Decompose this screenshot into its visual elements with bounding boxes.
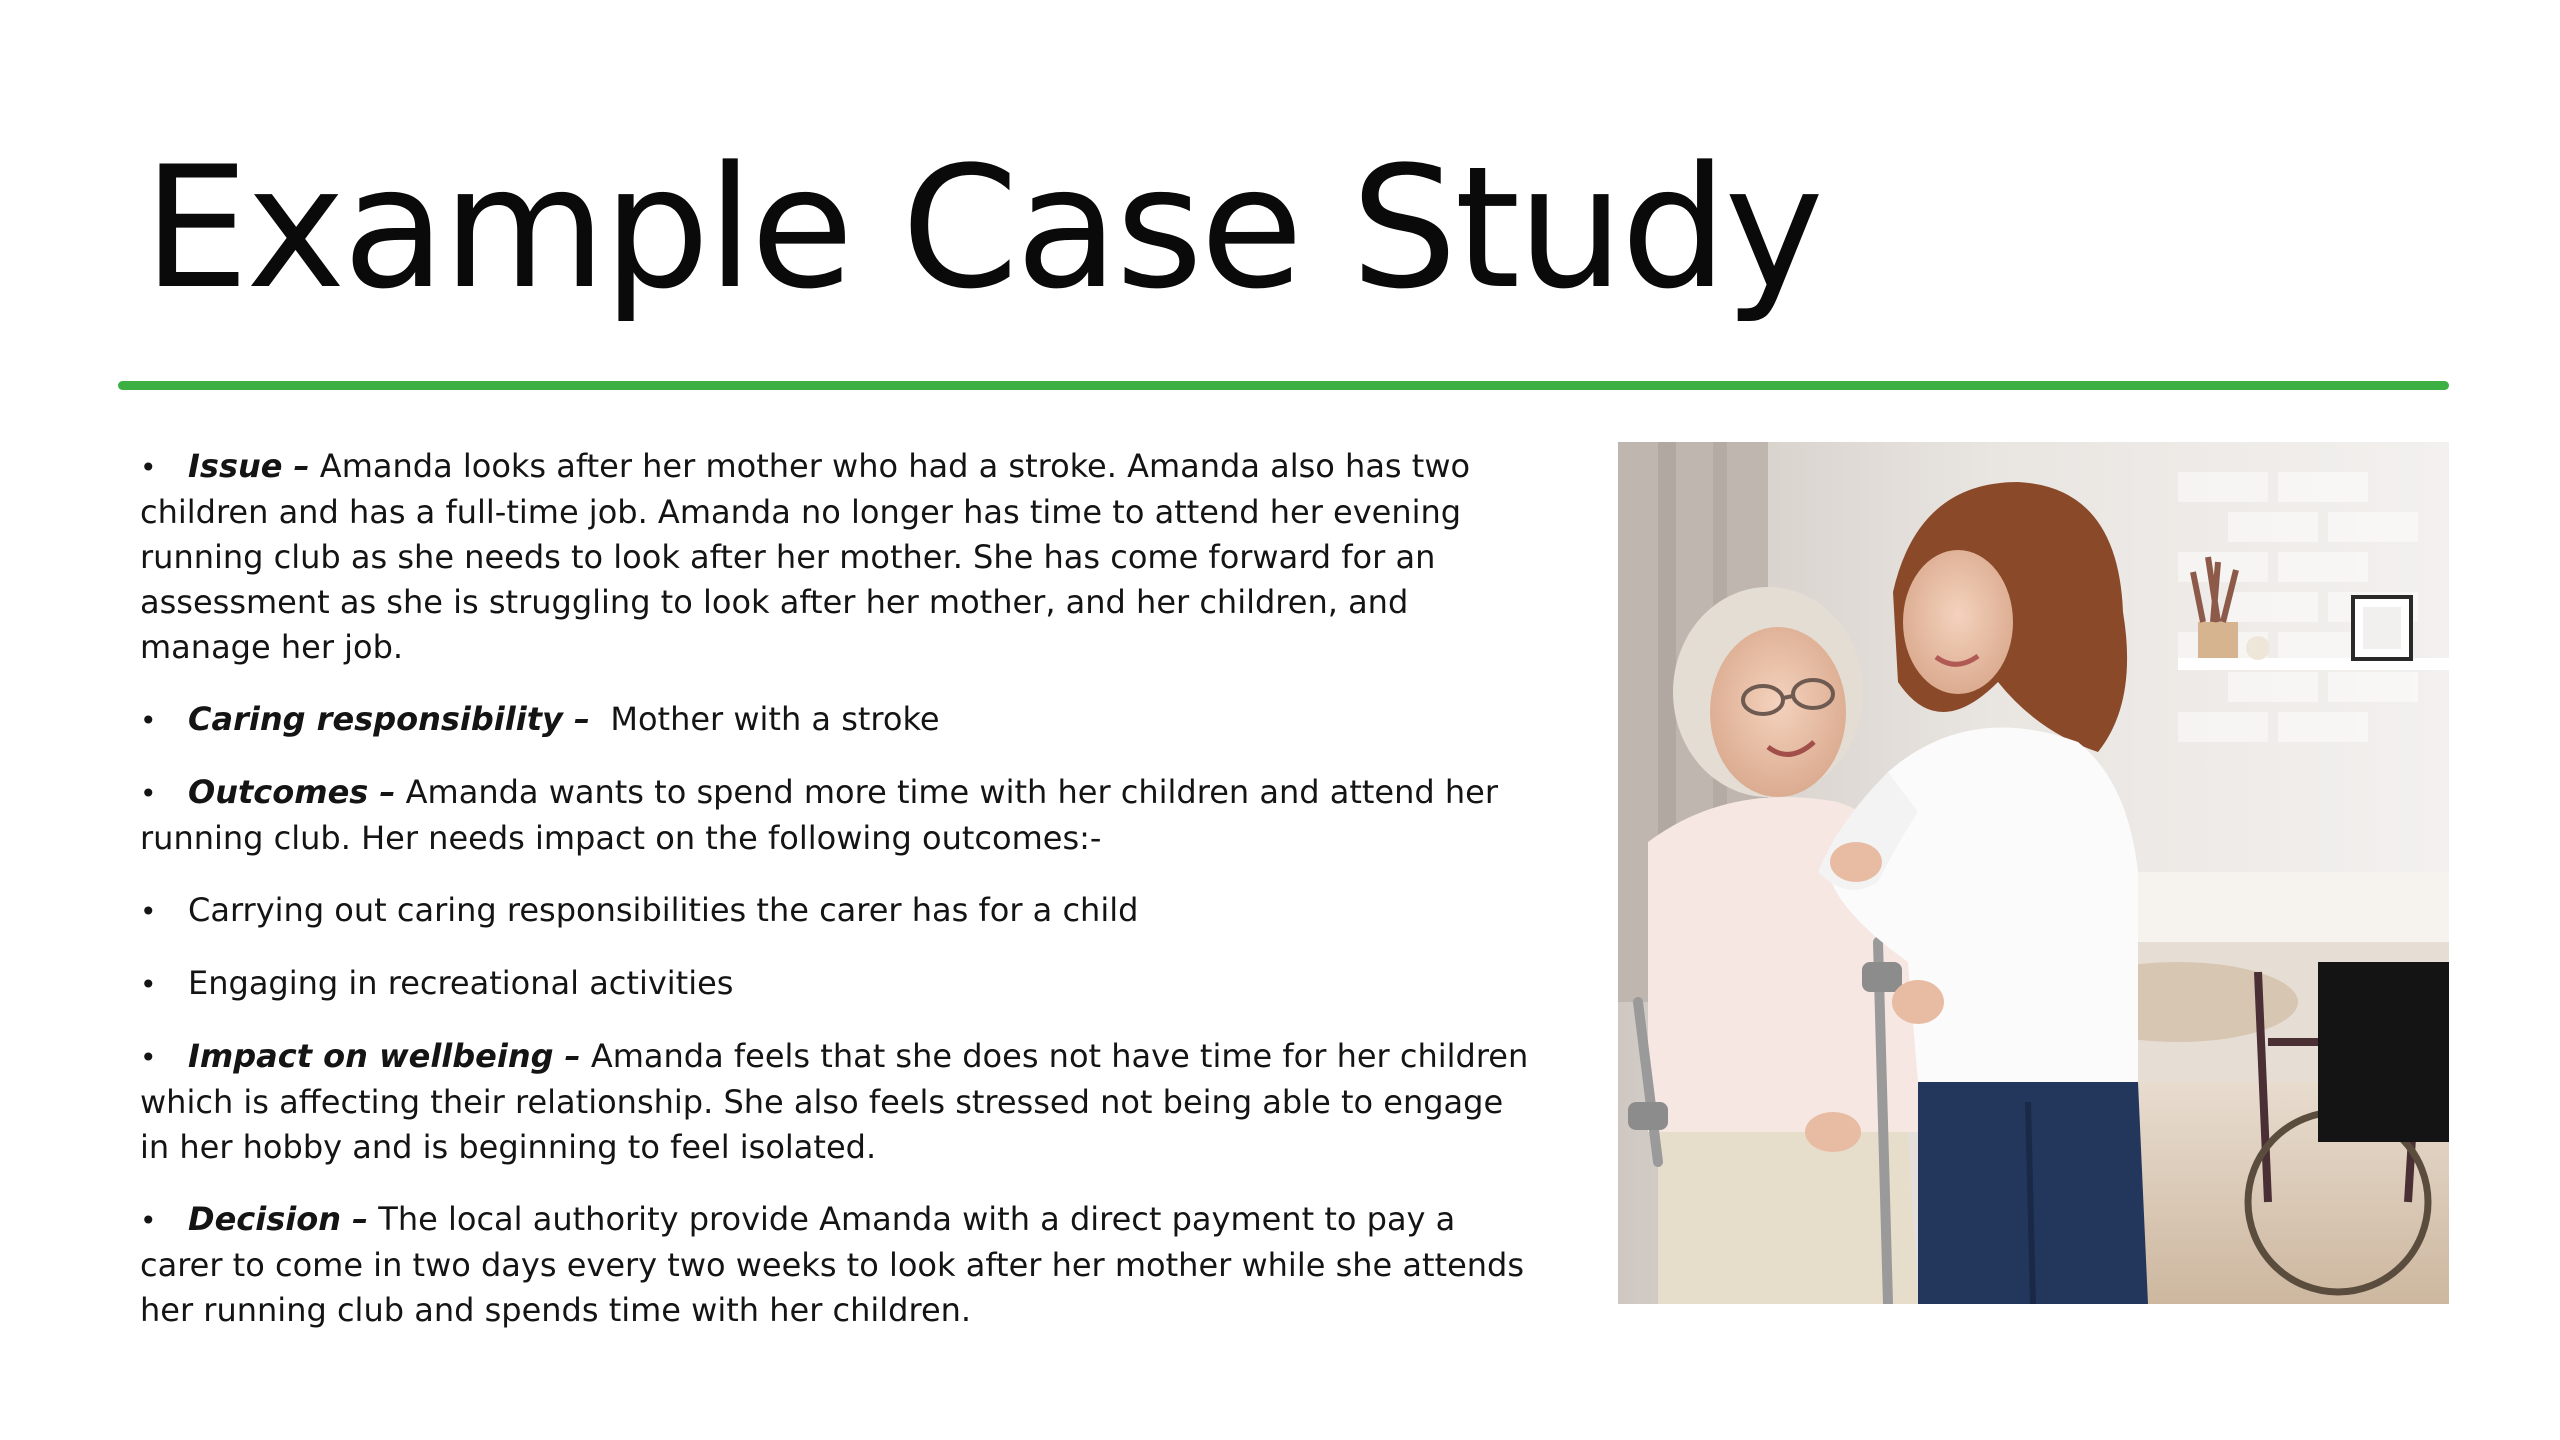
paragraph-lead: Impact on wellbeing – (188, 1037, 581, 1075)
paragraph-caring-responsibility (140, 697, 1540, 743)
case-study-body (140, 444, 1540, 1360)
bullet: • (140, 451, 157, 484)
title-divider (118, 381, 2449, 390)
carer-with-elderly-mother-photo (1618, 442, 2449, 1304)
paragraph-lead: Issue – (188, 447, 310, 485)
paragraph-outcome-child (140, 888, 1540, 934)
slide-title: Example Case Study (143, 130, 1821, 326)
paragraph-impact-on-wellbeing (140, 1034, 1540, 1170)
paragraph-lead: Caring responsibility – (188, 700, 590, 738)
bullet: • (140, 968, 157, 1001)
paragraph-outcomes (140, 770, 1540, 861)
paragraph-text: Amanda looks after her mother who had a stroke. Amanda also has two children and has a full-time job. Amanda no longer has time to attend her evening running club as she needs to look after her mother. She has come forward for an assessment as she is struggling to look after her mother, and her children, and manage her job. (140, 447, 1471, 666)
paragraph-text: Mother with a stroke (589, 700, 940, 738)
paragraph-text: Carrying out caring responsibilities the carer has for a child (188, 891, 1139, 929)
paragraph-issue (140, 444, 1540, 670)
paragraph-text: Amanda feels that she does not have time for her children which is affecting their relationship. She also feels stressed not being able to engage in her hobby and is beginning to feel isolated. (140, 1037, 1529, 1166)
bullet: • (140, 777, 157, 810)
bullet: • (140, 895, 157, 928)
paragraph-text: Amanda wants to spend more time with her children and attend her running club. Her needs impact on the following outcomes:- (140, 773, 1498, 857)
paragraph-text: The local authority provide Amanda with a direct payment to pay a carer to come in two days every two weeks to look after her mother while she attends her running club and spends time with her children. (140, 1200, 1525, 1329)
paragraph-text: Engaging in recreational activities (188, 964, 734, 1002)
paragraph-outcome-recreation (140, 961, 1540, 1007)
bullet: • (140, 704, 157, 737)
bullet: • (140, 1041, 157, 1074)
bullet: • (140, 1204, 157, 1237)
paragraph-lead: Decision – (188, 1200, 369, 1238)
paragraph-decision (140, 1197, 1540, 1333)
paragraph-lead: Outcomes – (188, 773, 396, 811)
